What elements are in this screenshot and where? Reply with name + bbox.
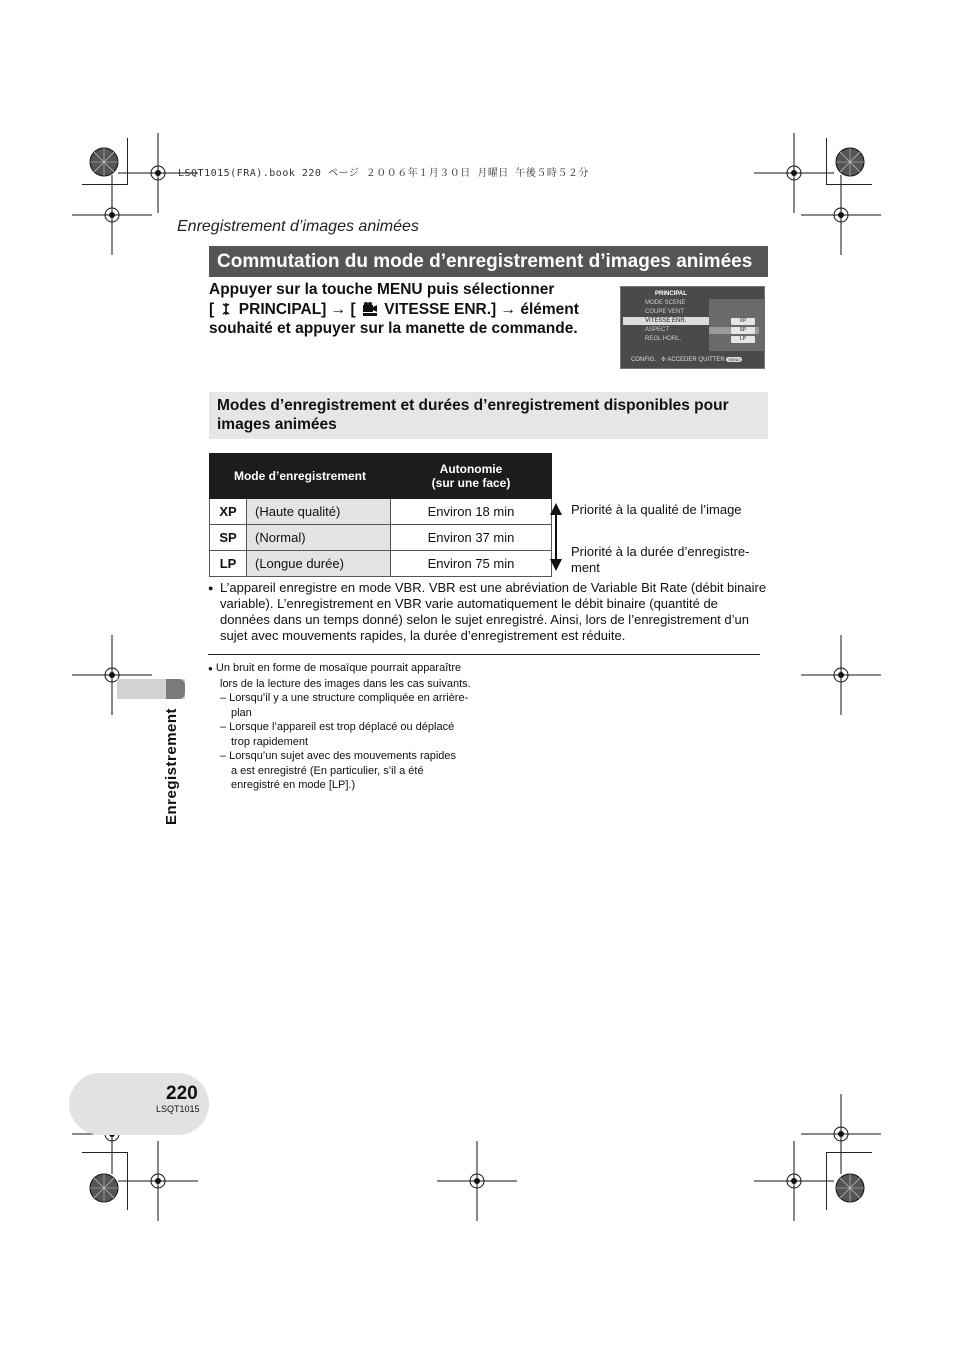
- side-tab-label: Enregistrement: [163, 707, 180, 825]
- instruction-line-3: souhaité et appuyer sur la manette de commande.: [209, 320, 578, 337]
- bullet-icon: ●: [208, 664, 213, 673]
- menu-screen-illustration: [620, 286, 765, 369]
- note-line: trop rapidement: [231, 735, 309, 748]
- menu-option: SP: [731, 327, 755, 334]
- menu-option: LP: [731, 336, 755, 343]
- menu-item: REGL HORL.: [645, 336, 682, 342]
- mode-duration: Environ 37 min: [391, 525, 552, 551]
- mode-code: SP: [210, 525, 247, 551]
- menu-options-panel: [709, 299, 765, 351]
- subsection-title: Modes d’enregistrement et durées d’enregistrement disponibles pour images animées: [209, 392, 768, 439]
- menu-item: MODE SCENE: [645, 300, 686, 306]
- crosshair-icon: [72, 635, 152, 715]
- crop-line: [82, 1152, 128, 1153]
- mosaic-noise-notes: [208, 661, 493, 793]
- table-header-mode: Mode d’enregistrement: [210, 454, 391, 499]
- note-line: [208, 661, 493, 677]
- camera-menu-icon: [220, 302, 232, 316]
- instruction-bracket: [: [209, 300, 215, 318]
- note-line: plan: [231, 706, 252, 719]
- double-arrow-icon: [548, 503, 564, 571]
- menu-item-selected: VITESSE ENR.: [645, 318, 687, 324]
- instruction-text: [209, 280, 609, 339]
- crosshair-icon: [118, 1141, 198, 1221]
- crosshair-icon: [801, 635, 881, 715]
- running-head: LSQT1015(FRA).book 220 ページ ２００６年１月３０日 月曜日 午後５時５２分: [178, 168, 589, 179]
- note-line: a est enregistré (En particulier, s’il a été: [231, 764, 424, 777]
- table-header-autonomy-line2: (sur une face): [431, 476, 511, 490]
- crop-line: [127, 1152, 128, 1210]
- page-number: 220: [166, 1083, 198, 1104]
- crosshair-icon: [72, 175, 152, 255]
- menu-footer-config: CONFIG.: [631, 357, 656, 363]
- instruction-line-1: Appuyer sur la touche MENU puis sélectionner: [209, 281, 555, 298]
- crop-line: [826, 184, 872, 185]
- menu-footer-quitter: QUITTER: [698, 357, 725, 363]
- mode-code: LP: [210, 551, 247, 577]
- page-code: LSQT1015: [156, 1104, 200, 1114]
- movie-mode-icon: [362, 301, 378, 317]
- vbr-note: [208, 580, 768, 644]
- note-line: lors de la lecture des images dans les cas suivants.: [220, 677, 471, 690]
- note-line: enregistré en mode [LP].): [231, 779, 356, 791]
- menu-option: XP: [731, 318, 755, 325]
- mode-duration: Environ 75 min: [391, 551, 552, 577]
- crop-line: [82, 184, 128, 185]
- note-line: – Lorsqu’un sujet avec des mouvements rapides: [220, 750, 457, 762]
- menu-footer-acceder: ACCEDER: [667, 357, 697, 363]
- table-row: [210, 551, 552, 577]
- mode-duration: Environ 18 min: [391, 499, 552, 525]
- crop-line: [826, 138, 827, 185]
- crop-line: [826, 1152, 827, 1210]
- crop-line: [826, 1152, 872, 1153]
- instruction-vitesse: VITESSE ENR.] → élément: [384, 300, 579, 318]
- table-row: [210, 499, 552, 525]
- priority-duration-label-1: Priorité à la durée d’enregistre-: [571, 544, 750, 559]
- mode-description: (Normal): [247, 525, 391, 551]
- side-tab-marker: [166, 679, 185, 699]
- recording-modes-table: [209, 453, 552, 577]
- crosshair-icon: [754, 1141, 834, 1221]
- section-title: Enregistrement d’images animées: [177, 218, 419, 235]
- table-row: [210, 525, 552, 551]
- crop-line: [127, 138, 128, 185]
- priority-duration-label-2: ment: [571, 560, 600, 575]
- table-header-row: [210, 454, 552, 499]
- instruction-line-2: [209, 300, 609, 320]
- page-title: Commutation du mode d’enregistrement d’images animées: [209, 246, 768, 277]
- note-text: Un bruit en forme de mosaïque pourrait apparaître: [215, 662, 462, 674]
- priority-quality-label: Priorité à la qualité de l’image: [571, 502, 742, 517]
- vbr-note-text: L’appareil enregistre en mode VBR. VBR est une abréviation de Variable Bit Rate (débit binaire variable). L’enregistrement en VBR varie automatiquement le débit binaire (quantité de données dans un temps donné) selon le sujet enregistré. Ainsi, lors de l’enregistrement d’un sujet avec mouvements rapides, la durée d’enregistrement est réduite.: [220, 580, 767, 643]
- bullet-icon: ●: [208, 583, 214, 593]
- crosshair-icon: [801, 175, 881, 255]
- menu-item: ASPECT: [645, 327, 670, 333]
- note-line: – Lorsqu’il y a une structure compliquée en arrière-: [220, 692, 469, 704]
- menu-footer: [631, 356, 742, 363]
- table-header-autonomy-line1: Autonomie: [439, 462, 503, 476]
- menu-footer-badge: MENU: [728, 357, 741, 362]
- table-header-autonomy: [391, 454, 552, 499]
- divider: [208, 654, 760, 655]
- joystick-icon: ✣: [661, 357, 667, 363]
- mode-description: (Longue durée): [247, 551, 391, 577]
- menu-header: PRINCIPAL: [655, 291, 687, 297]
- mode-description: (Haute qualité): [247, 499, 391, 525]
- crosshair-icon: [437, 1141, 517, 1221]
- mode-code: XP: [210, 499, 247, 525]
- instruction-principal: PRINCIPAL] → [: [238, 300, 356, 318]
- note-line: – Lorsque l’appareil est trop déplacé ou déplacé: [220, 721, 455, 733]
- menu-item: COUPE VENT: [645, 309, 685, 315]
